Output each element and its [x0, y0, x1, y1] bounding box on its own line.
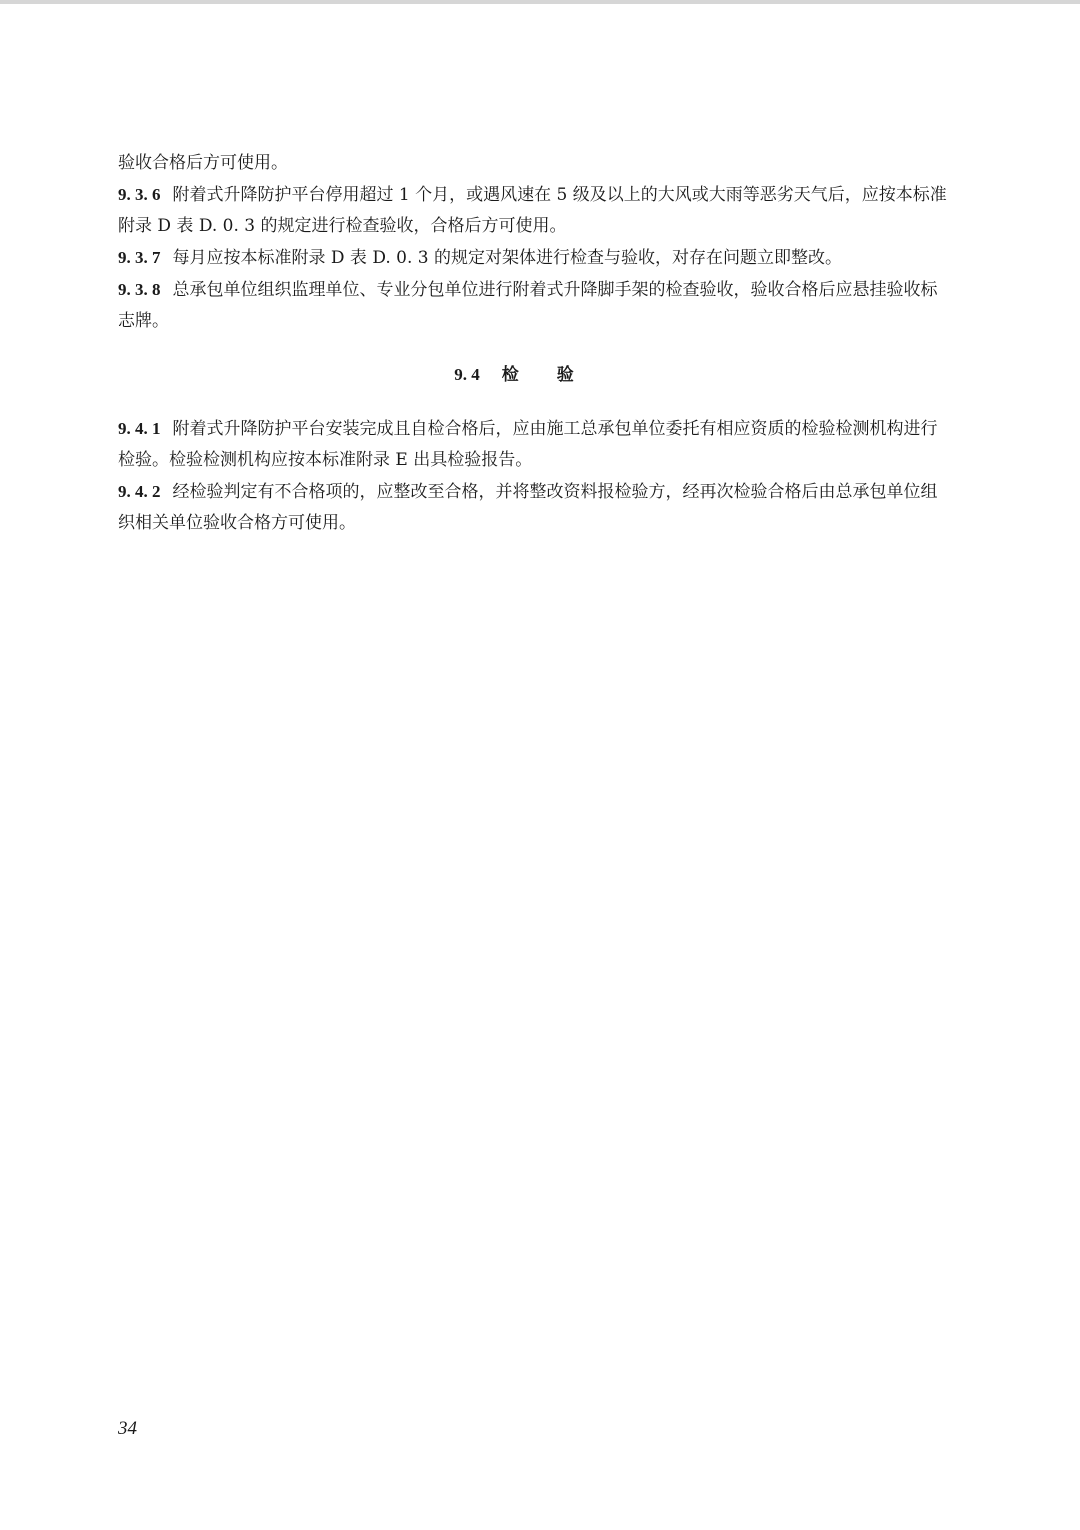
continuation-text: 验收合格后方可使用。 [118, 153, 288, 173]
page-number: 34 [118, 1418, 137, 1439]
section-title: 检验 [501, 365, 612, 385]
clause-text: 经检验判定有不合格项的，应整改至合格，并将整改资料报检验方，经再次检验合格后由总承包单位组织相关单位验收合格方可使用。 [118, 482, 938, 533]
document-body [118, 148, 948, 539]
section-number: 9. 4 [454, 365, 480, 384]
top-border [0, 0, 1080, 4]
clause-number: 9. 4. 1 [118, 419, 161, 438]
clause-9-4-1 [118, 413, 948, 476]
clause-number: 9. 3. 8 [118, 280, 161, 299]
clause-number: 9. 4. 2 [118, 482, 161, 501]
section-heading [118, 359, 948, 391]
clause-text: 每月应按本标准附录 D 表 D. 0. 3 的规定对架体进行检查与验收，对存在问题立即整改。 [172, 248, 843, 268]
clause-number: 9. 3. 7 [118, 248, 161, 267]
clause-9-4-2 [118, 476, 948, 539]
clause-text: 附着式升降防护平台停用超过 1 个月，或遇风速在 5 级及以上的大风或大雨等恶劣天气后，应按本标准附录 D 表 D. 0. 3 的规定进行检查验收，合格后方可使用。 [118, 185, 947, 236]
clause-9-3-8 [118, 274, 948, 337]
clause-number: 9. 3. 6 [118, 185, 161, 204]
clause-9-3-6 [118, 179, 948, 242]
clause-9-3-7 [118, 242, 948, 274]
clause-text: 总承包单位组织监理单位、专业分包单位进行附着式升降脚手架的检查验收，验收合格后应悬挂验收标志牌。 [118, 280, 938, 331]
clause-text: 附着式升降防护平台安装完成且自检合格后，应由施工总承包单位委托有相应资质的检验检测机构进行检验。检验检测机构应按本标准附录 E 出具检验报告。 [118, 419, 938, 470]
